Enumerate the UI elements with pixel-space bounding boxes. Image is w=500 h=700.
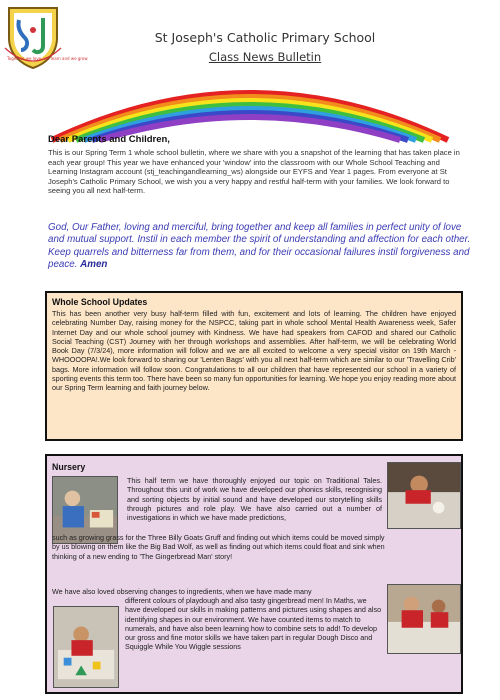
nursery-paragraph-2-continued: different colours of playdough and also tasty gingerbread men! In Maths, we have developed our skills in making patterns and pictures using shapes and also identifying shapes in our environment. We have counted items to match to numerals, and have also been learning how to combine sets to add! To develop our gross and fine motor skills we have taken part in regular Dough Disco and Squiggle While You Wiggle sessions: [125, 596, 382, 652]
bulletin-title: Class News Bulletin: [208, 50, 322, 64]
nursery-box: [45, 454, 463, 694]
rainbow-banner: [40, 60, 460, 140]
nursery-photo-blowing: [387, 462, 461, 529]
nursery-paragraph-1-continued: such as growing grass for the Three Billy Goats Gruff and finding out which items could be moved simply by us blowing on them like the Big Bad Wolf, as well as finding out which items could float and sink when thinking of a new ending to 'The Gingerbread Man' story!: [52, 533, 385, 561]
family-prayer: [48, 222, 473, 271]
nursery-paragraph-1: This half term we have thoroughly enjoyed our topic on Traditional Tales. Throughout this unit of work we have developed our phonics skills, recognising and sorting objects by initial sound and have developed our storytelling skills through pictures and role play. We have also carried out a number of investigations in which we have made predictions,: [127, 476, 382, 523]
intro-section: [48, 134, 468, 196]
svg-text:Together we love, we learn and: Together we love, we learn and we grow: [7, 56, 88, 61]
bulletin-header: [0, 0, 500, 128]
updates-heading: Whole School Updates: [52, 297, 148, 307]
whole-school-updates-box: [45, 291, 463, 441]
greeting: Dear Parents and Children,: [48, 134, 170, 145]
nursery-paragraph-2: We have also loved observing changes to ingredients, when we have made many: [52, 587, 312, 596]
intro-paragraph: This is our Spring Term 1 whole school bulletin, where we share with you a snapshot of the learning that has taken place in each year group! This year we have enhanced your 'window' into the classroom with our Whole School Teaching and Learning Instagram account (stj_teachingandlearning_ws) alongside our EYFS and Year 1 pages. From everyone at St Joseph's Catholic Primary School, we wish you a very happy and restful half-term with your families. We look forward to seeing you all next half-term.: [48, 148, 460, 196]
nursery-heading: Nursery: [52, 462, 86, 472]
nursery-photo-playdough: [387, 584, 461, 654]
school-name: St Joseph's Catholic Primary School: [154, 30, 376, 45]
nursery-photo-shapes: [53, 606, 119, 688]
prayer-text: God, Our Father, loving and merciful, bring together and keep all families in perfect unity of love and mutual support. Instil in each member the spirit of understanding and affection for each other. Keep quarrels and bitterness far from them, and for their occasional failures instil forgiveness and peace.: [48, 222, 471, 270]
updates-paragraph: This has been another very busy half-term filled with fun, excitement and lots of learning. The children have enjoyed celebrating Number Day, raising money for the NSPCC, taking part in whole school Mental Health Awareness week, Safer Internet Day and our whole school journey with Kindness. We have had speakers from CAFOD and shared our Catholic Social Teaching (CST) Journey with her through workshops and assemblies. After half-term, we will be celebrating World Book Day (7/3/24), more information will follow and we are all excited to welcome a very special visitor on 19th March - WHOOOOPA!.We look forward to sharing our 'Lenten Bags' with you all next half-term which are similar to our 'Travelling Crib' bags. More information will follow soon. Congratulations to all our children that have represented our school in a variety of sporting events this term too. There have been so many fun opportunities for learning. We hope you enjoy reading more about our Spring Term learning and faith journey below.: [52, 309, 456, 393]
prayer-amen: Amen: [80, 258, 108, 270]
